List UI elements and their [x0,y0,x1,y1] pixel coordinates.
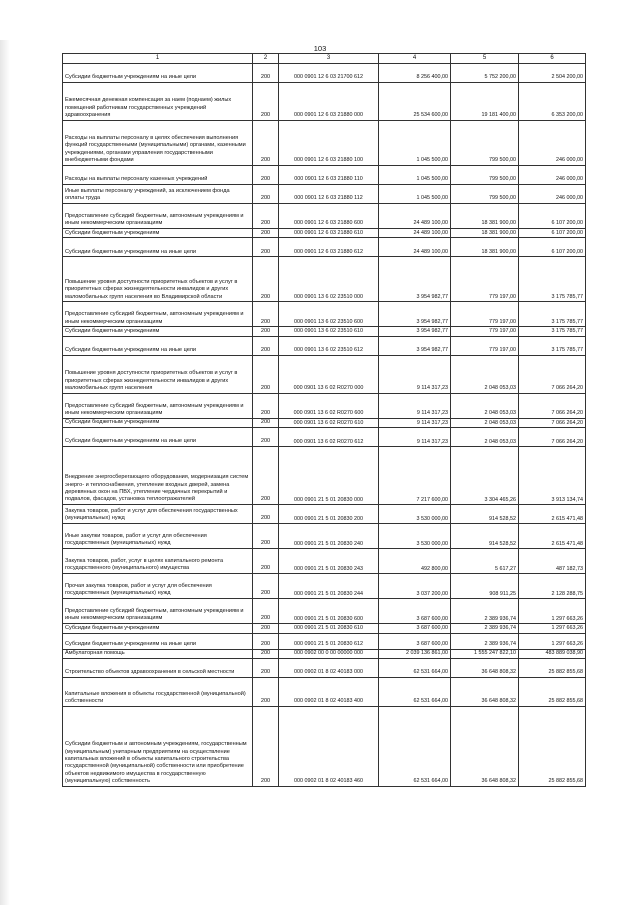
row-budget-code-cell: 000 0901 13 6 02 23510 612 [279,336,379,355]
row-budget-code-cell: 000 0901 21 5 01 20830 600 [279,599,379,624]
row-remaining-cell: 3 175 785,77 [519,336,586,355]
table-row [63,327,586,336]
row-name-cell: Субсидии бюджетным учреждениям [63,624,253,633]
table-row [63,336,586,355]
page-number: 103 [313,44,327,53]
row-remaining-cell: 1 297 663,26 [519,633,586,649]
row-remaining-cell: 2 128 288,75 [519,574,586,599]
row-budget-code-cell: 000 0901 21 5 01 20830 610 [279,624,379,633]
row-budget-code-cell: 000 0901 21 5 01 20830 244 [279,574,379,599]
row-line-code-cell: 200 [253,336,279,355]
row-executed-cell: 36 648 808,32 [451,706,519,786]
row-remaining-cell: 6 353 200,00 [519,83,586,121]
row-executed-cell: 779 197,00 [451,302,519,327]
table-row [63,633,586,649]
row-name-cell: Иные выплаты персоналу учреждений, за исключением фонда оплаты труда [63,185,253,204]
row-approved-cell: 62 531 664,00 [379,658,451,677]
row-line-code-cell: 200 [253,574,279,599]
row-remaining-cell: 246 000,00 [519,121,586,166]
table-row [63,658,586,677]
row-name-cell: Ежемесячная денежная компенсация за наем (поднаем) жилых помещений работникам государственных учреждений здравоохранения [63,83,253,121]
row-approved-cell: 3 687 600,00 [379,633,451,649]
row-executed-cell: 2 048 053,03 [451,428,519,447]
row-executed-cell: 2 048 053,03 [451,418,519,427]
row-budget-code-cell: 000 0901 13 6 02 R0270 000 [279,355,379,393]
row-approved-cell: 24 489 100,00 [379,204,451,229]
row-approved-cell: 3 954 982,77 [379,327,451,336]
row-approved-cell: 3 954 982,77 [379,302,451,327]
row-approved-cell: 7 217 600,00 [379,447,451,505]
row-executed-cell: 18 381 900,00 [451,229,519,238]
row-budget-code-cell: 000 0901 12 6 03 21880 000 [279,83,379,121]
row-executed-cell: 2 389 936,74 [451,624,519,633]
row-remaining-cell: 3 913 134,74 [519,447,586,505]
row-name-cell: Повышение уровня доступности приоритетных объектов и услуг в приоритетных сферах жизнедеятельности инвалидов и других маломобильных групп населения [63,355,253,393]
row-budget-code-cell: 000 0901 12 6 03 21880 600 [279,204,379,229]
table-row [63,238,586,257]
row-executed-cell: 2 389 936,74 [451,599,519,624]
row-name-cell: Прочая закупка товаров, работ и услуг для обеспечения государственных (муниципальных) нужд [63,574,253,599]
row-name-cell: Расходы на выплаты персоналу казенных учреждений [63,166,253,185]
row-approved-cell: 492 800,00 [379,549,451,574]
row-budget-code-cell: 000 0902 01 8 02 40183 000 [279,658,379,677]
row-approved-cell: 9 114 317,23 [379,428,451,447]
row-line-code-cell: 200 [253,257,279,302]
row-line-code-cell: 200 [253,677,279,706]
row-approved-cell: 24 489 100,00 [379,238,451,257]
row-executed-cell: 799 500,00 [451,166,519,185]
table-row [63,574,586,599]
row-approved-cell: 3 954 982,77 [379,336,451,355]
row-remaining-cell: 2 615 471,48 [519,524,586,549]
table-row [63,624,586,633]
row-line-code-cell: 200 [253,418,279,427]
table-row [63,599,586,624]
row-name-cell: Субсидии бюджетным учреждениям на иные цели [63,238,253,257]
row-name-cell: Повышение уровня доступности приоритетных объектов и услуг в приоритетных сферах жизнедеятельности инвалидов и других маломобильных групп населения во Владимирской области [63,257,253,302]
row-budget-code-cell: 000 0901 12 6 03 21880 610 [279,229,379,238]
row-budget-code-cell: 000 0901 12 6 03 21880 112 [279,185,379,204]
row-line-code-cell: 200 [253,524,279,549]
table-row [63,706,586,786]
row-approved-cell: 1 045 500,00 [379,166,451,185]
row-approved-cell: 9 114 317,23 [379,355,451,393]
header-cell: 1 [63,54,253,64]
row-budget-code-cell: 000 0901 21 5 01 20830 200 [279,505,379,524]
table-row [63,64,586,83]
row-budget-code-cell: 000 0901 13 6 02 R0270 610 [279,418,379,427]
row-remaining-cell: 7 066 264,20 [519,393,586,418]
row-name-cell: Субсидии бюджетным учреждениям [63,327,253,336]
row-name-cell: Расходы на выплаты персоналу в целях обеспечения выполнения функций государственными (муниципальными) органами, казенными учреждениями, органами управления государственными внебюджетными фондами [63,121,253,166]
row-budget-code-cell: 000 0901 13 6 02 R0270 600 [279,393,379,418]
row-approved-cell: 3 687 600,00 [379,624,451,633]
row-remaining-cell: 6 107 200,00 [519,204,586,229]
row-line-code-cell: 200 [253,649,279,658]
row-name-cell: Строительство объектов здравоохранения в сельской местности [63,658,253,677]
row-name-cell: Субсидии бюджетным и автономным учреждениям, государственным (муниципальным) унитарным предприятиям на осуществление капитальных вложений в объекты капитального строительства государственной (муниципальной) собственности или приобретение объектов недвижимого имущества в государственную (муниципальную) собственность [63,706,253,786]
table-header-row [63,54,586,64]
row-budget-code-cell: 000 0902 01 8 02 40183 460 [279,706,379,786]
row-budget-code-cell: 000 0901 12 6 03 21880 612 [279,238,379,257]
row-remaining-cell: 487 182,73 [519,549,586,574]
row-name-cell: Амбулаторная помощь [63,649,253,658]
row-line-code-cell: 200 [253,624,279,633]
row-approved-cell: 3 530 000,00 [379,524,451,549]
row-remaining-cell: 2 504 200,00 [519,64,586,83]
row-name-cell: Субсидии бюджетным учреждениям [63,229,253,238]
row-approved-cell: 9 114 317,23 [379,418,451,427]
row-name-cell: Субсидии бюджетным учреждениям на иные цели [63,336,253,355]
row-approved-cell: 1 045 500,00 [379,185,451,204]
row-line-code-cell: 200 [253,658,279,677]
row-budget-code-cell: 000 0901 21 5 01 20830 243 [279,549,379,574]
table-row [63,649,586,658]
row-executed-cell: 2 048 053,03 [451,393,519,418]
row-budget-code-cell: 000 0901 21 5 01 20830 000 [279,447,379,505]
row-approved-cell: 62 531 664,00 [379,706,451,786]
table-row [63,83,586,121]
header-cell: 6 [519,54,586,64]
row-line-code-cell: 200 [253,166,279,185]
row-name-cell: Субсидии бюджетным учреждениям на иные цели [63,64,253,83]
row-approved-cell: 9 114 317,23 [379,393,451,418]
table-row [63,302,586,327]
row-executed-cell: 19 181 400,00 [451,83,519,121]
row-line-code-cell: 200 [253,428,279,447]
row-line-code-cell: 200 [253,121,279,166]
row-budget-code-cell: 000 0901 13 6 02 23510 610 [279,327,379,336]
row-budget-code-cell: 000 0901 13 6 02 23510 000 [279,257,379,302]
row-executed-cell: 5 617,27 [451,549,519,574]
row-line-code-cell: 200 [253,355,279,393]
row-name-cell: Закупка товаров, работ, услуг в целях капитального ремонта государственного (муниципального) имущества [63,549,253,574]
header-cell: 2 [253,54,279,64]
header-cell: 3 [279,54,379,64]
table-row [63,447,586,505]
table-body [63,64,586,787]
table-row [63,677,586,706]
row-remaining-cell: 3 175 785,77 [519,327,586,336]
row-line-code-cell: 200 [253,327,279,336]
table-row [63,549,586,574]
row-approved-cell: 25 534 600,00 [379,83,451,121]
row-budget-code-cell: 000 0901 13 6 02 23510 600 [279,302,379,327]
row-approved-cell: 3 037 200,00 [379,574,451,599]
row-executed-cell: 2 389 936,74 [451,633,519,649]
row-remaining-cell: 25 882 855,68 [519,706,586,786]
row-line-code-cell: 200 [253,83,279,121]
row-executed-cell: 18 381 900,00 [451,238,519,257]
row-remaining-cell: 7 066 264,20 [519,418,586,427]
row-budget-code-cell: 000 0901 12 6 03 21700 612 [279,64,379,83]
table-row [63,257,586,302]
row-remaining-cell: 1 297 663,26 [519,624,586,633]
row-remaining-cell: 1 297 663,26 [519,599,586,624]
row-approved-cell: 3 687 600,00 [379,599,451,624]
row-name-cell: Внедрение энергосберегающего оборудования, модернизация систем энерго- и теплоснабжения, утепление входных дверей, замена деревянных окон на ПВХ, утепление чердачных перекрытий и подвалов, фасадов, установка теплоотражателей [63,447,253,505]
row-remaining-cell: 246 000,00 [519,185,586,204]
row-executed-cell: 908 911,25 [451,574,519,599]
row-name-cell: Предоставление субсидий бюджетным, автономным учреждениям и иным некоммерческим организациям [63,302,253,327]
row-approved-cell: 3 954 982,77 [379,257,451,302]
table-row [63,355,586,393]
row-remaining-cell: 3 175 785,77 [519,257,586,302]
row-executed-cell: 3 304 465,26 [451,447,519,505]
row-executed-cell: 36 648 808,32 [451,658,519,677]
row-name-cell: Субсидии бюджетным учреждениям [63,418,253,427]
row-name-cell: Иные закупки товаров, работ и услуг для обеспечения государственных (муниципальных) нужд [63,524,253,549]
row-executed-cell: 2 048 053,03 [451,355,519,393]
row-name-cell: Субсидии бюджетным учреждениям на иные цели [63,633,253,649]
row-name-cell: Предоставление субсидий бюджетным, автономным учреждениям и иным некоммерческим организациям [63,599,253,624]
header-cell: 4 [379,54,451,64]
row-name-cell: Закупка товаров, работ и услуг для обеспечения государственных (муниципальных) нужд [63,505,253,524]
row-line-code-cell: 200 [253,393,279,418]
row-line-code-cell: 200 [253,302,279,327]
row-executed-cell: 779 197,00 [451,257,519,302]
row-remaining-cell: 3 175 785,77 [519,302,586,327]
row-line-code-cell: 200 [253,229,279,238]
row-budget-code-cell: 000 0902 00 0 00 00000 000 [279,649,379,658]
header-cell: 5 [451,54,519,64]
row-remaining-cell: 25 882 855,68 [519,658,586,677]
row-line-code-cell: 200 [253,185,279,204]
row-remaining-cell: 483 889 038,90 [519,649,586,658]
row-remaining-cell: 7 066 264,20 [519,355,586,393]
table-row [63,229,586,238]
row-approved-cell: 8 256 400,00 [379,64,451,83]
table-row [63,505,586,524]
row-remaining-cell: 246 000,00 [519,166,586,185]
table-row [63,418,586,427]
row-executed-cell: 1 555 247 822,10 [451,649,519,658]
row-line-code-cell: 200 [253,599,279,624]
table-row [63,166,586,185]
row-budget-code-cell: 000 0901 13 6 02 R0270 612 [279,428,379,447]
table-row [63,428,586,447]
row-remaining-cell: 6 107 200,00 [519,238,586,257]
row-executed-cell: 779 197,00 [451,336,519,355]
scan-edge-shadow [0,40,10,905]
row-executed-cell: 779 197,00 [451,327,519,336]
row-approved-cell: 62 531 664,00 [379,677,451,706]
row-budget-code-cell: 000 0901 21 5 01 20830 612 [279,633,379,649]
row-line-code-cell: 200 [253,633,279,649]
row-line-code-cell: 200 [253,238,279,257]
budget-table [62,53,586,787]
row-remaining-cell: 25 882 855,68 [519,677,586,706]
row-executed-cell: 914 528,52 [451,505,519,524]
row-name-cell: Субсидии бюджетным учреждениям на иные цели [63,428,253,447]
row-remaining-cell: 6 107 200,00 [519,229,586,238]
row-executed-cell: 36 648 808,32 [451,677,519,706]
table-row [63,121,586,166]
row-name-cell: Предоставление субсидий бюджетным, автономным учреждениям и иным некоммерческим организациям [63,393,253,418]
row-approved-cell: 3 530 000,00 [379,505,451,524]
row-executed-cell: 799 500,00 [451,185,519,204]
row-name-cell: Предоставление субсидий бюджетным, автономным учреждениям и иным некоммерческим организациям [63,204,253,229]
row-budget-code-cell: 000 0901 12 6 03 21880 110 [279,166,379,185]
row-line-code-cell: 200 [253,549,279,574]
row-budget-code-cell: 000 0901 12 6 03 21880 100 [279,121,379,166]
row-name-cell: Капитальные вложения в объекты государственной (муниципальной) собственности [63,677,253,706]
row-approved-cell: 2 039 136 861,00 [379,649,451,658]
row-line-code-cell: 200 [253,64,279,83]
row-approved-cell: 1 045 500,00 [379,121,451,166]
row-executed-cell: 799 500,00 [451,121,519,166]
table-row [63,204,586,229]
row-line-code-cell: 200 [253,505,279,524]
row-line-code-cell: 200 [253,706,279,786]
row-remaining-cell: 7 066 264,20 [519,428,586,447]
row-executed-cell: 914 528,52 [451,524,519,549]
table-row [63,524,586,549]
row-executed-cell: 5 752 200,00 [451,64,519,83]
table-row [63,185,586,204]
row-executed-cell: 18 381 900,00 [451,204,519,229]
row-budget-code-cell: 000 0901 21 5 01 20830 240 [279,524,379,549]
row-budget-code-cell: 000 0902 01 8 02 40183 400 [279,677,379,706]
row-line-code-cell: 200 [253,204,279,229]
row-approved-cell: 24 489 100,00 [379,229,451,238]
table-row [63,393,586,418]
row-line-code-cell: 200 [253,447,279,505]
row-remaining-cell: 2 615 471,48 [519,505,586,524]
